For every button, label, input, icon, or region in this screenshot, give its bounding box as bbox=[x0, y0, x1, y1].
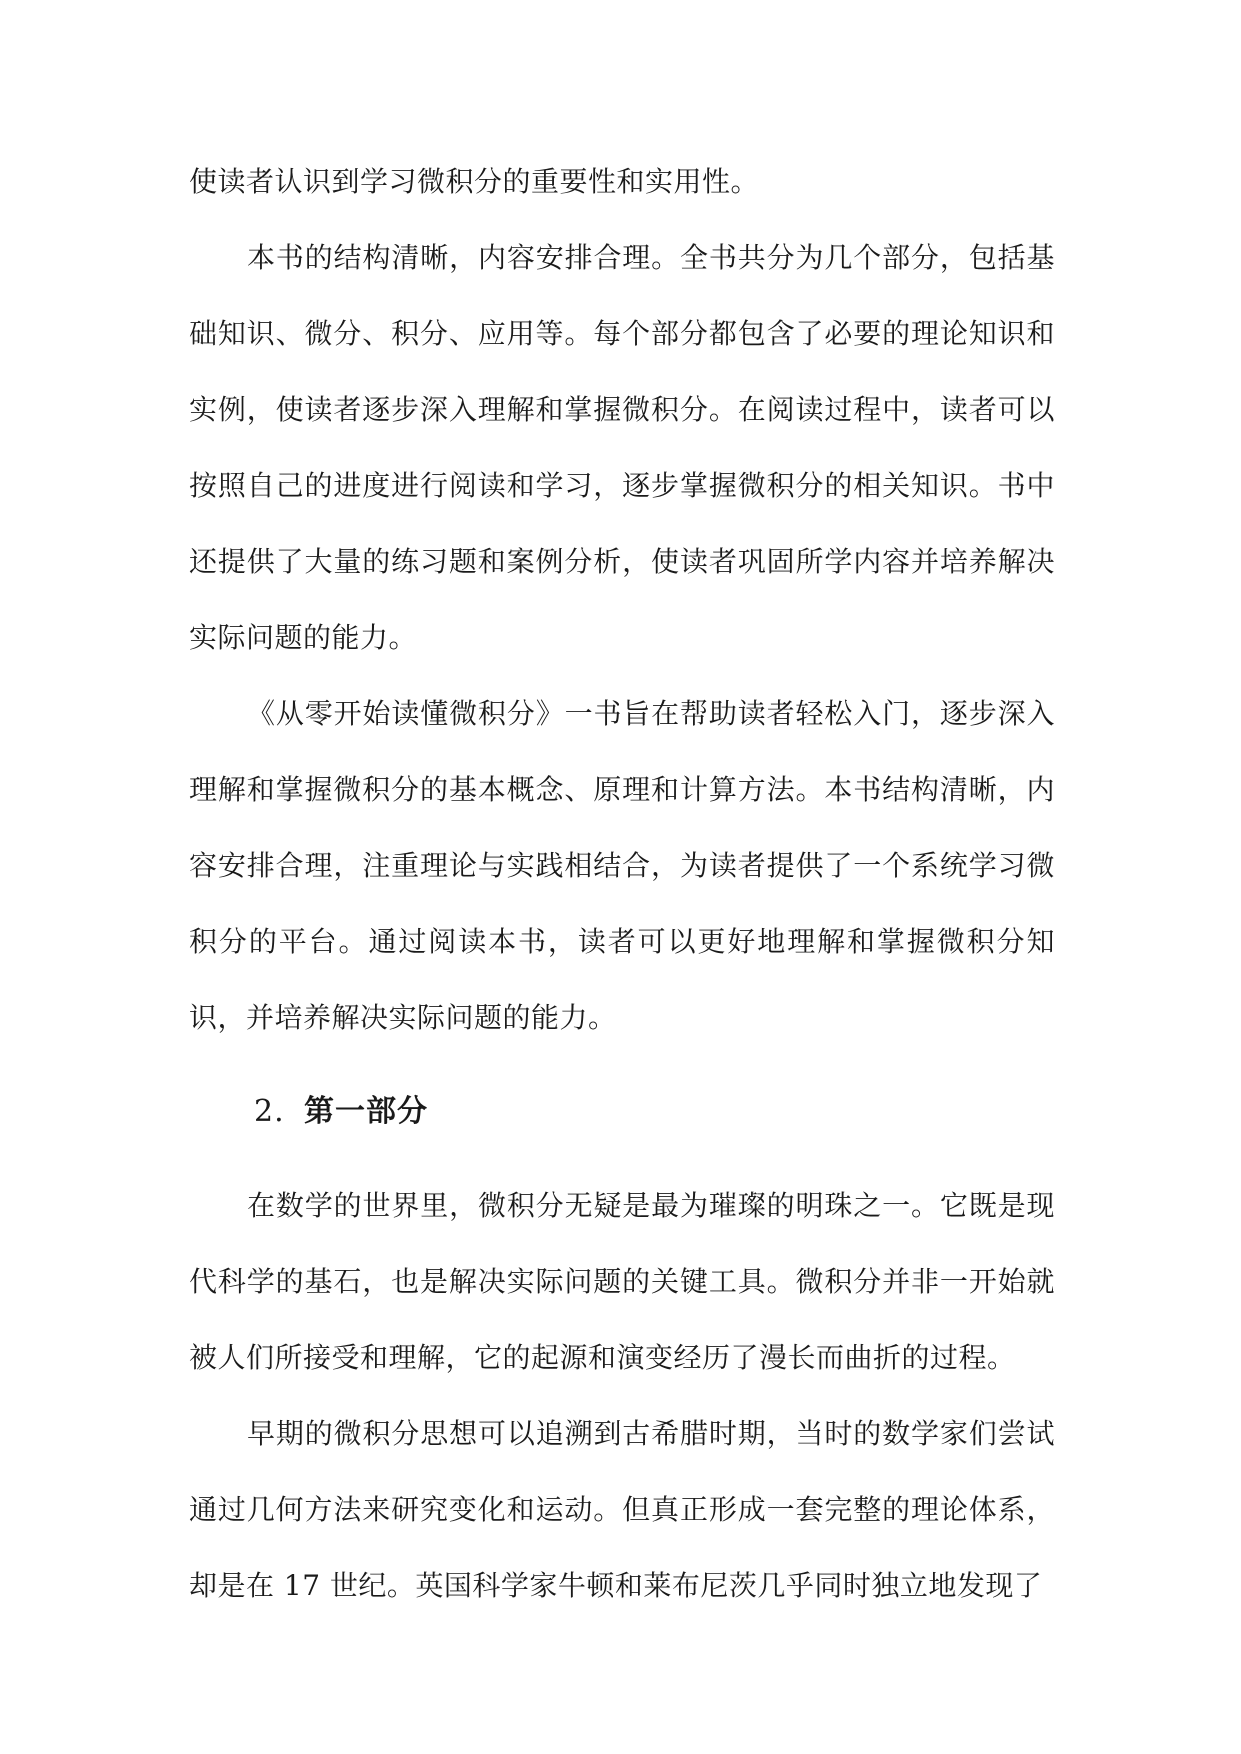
paragraph-calculus-intro: 在数学的世界里，微积分无疑是最为璀璨的明珠之一。它既是现代科学的基石，也是解决实际问题的关键工具。微积分并非一开始就被人们所接受和理解，它的起源和演变经历了漫长而曲折的过程。 bbox=[189, 1189, 1055, 1374]
paragraph-book-structure: 本书的结构清晰，内容安排合理。全书共分为几个部分，包括基础知识、微分、积分、应用等。每个部分都包含了必要的理论知识和实例，使读者逐步深入理解和掌握微积分。在阅读过程中，读者可以按照自己的进度进行阅读和学习，逐步掌握微积分的相关知识。书中还提供了大量的练习题和案例分析，使读者巩固所学内容并培养解决实际问题的能力。 bbox=[189, 241, 1055, 654]
paragraph-continued: 使读者认识到学习微积分的重要性和实用性。 bbox=[189, 165, 760, 198]
section-title: 第一部分 bbox=[304, 1094, 428, 1129]
section-number: 2. bbox=[254, 1094, 285, 1129]
section-heading bbox=[189, 1056, 1055, 1168]
paragraph-calculus-history: 早期的微积分思想可以追溯到古希腊时期，当时的数学家们尝试通过几何方法来研究变化和运动。但真正形成一套完整的理论体系，却是在 17 世纪。英国科学家牛顿和莱布尼茨几乎同时独立地发现了 bbox=[189, 1417, 1055, 1602]
paragraph-book-summary: 《从零开始读懂微积分》一书旨在帮助读者轻松入门，逐步深入理解和掌握微积分的基本概念、原理和计算方法。本书结构清晰，内容安排合理，注重理论与实践相结合，为读者提供了一个系统学习微积分的平台。通过阅读本书，读者可以更好地理解和掌握微积分知识，并培养解决实际问题的能力。 bbox=[189, 697, 1055, 1034]
document-body bbox=[189, 144, 1055, 1624]
